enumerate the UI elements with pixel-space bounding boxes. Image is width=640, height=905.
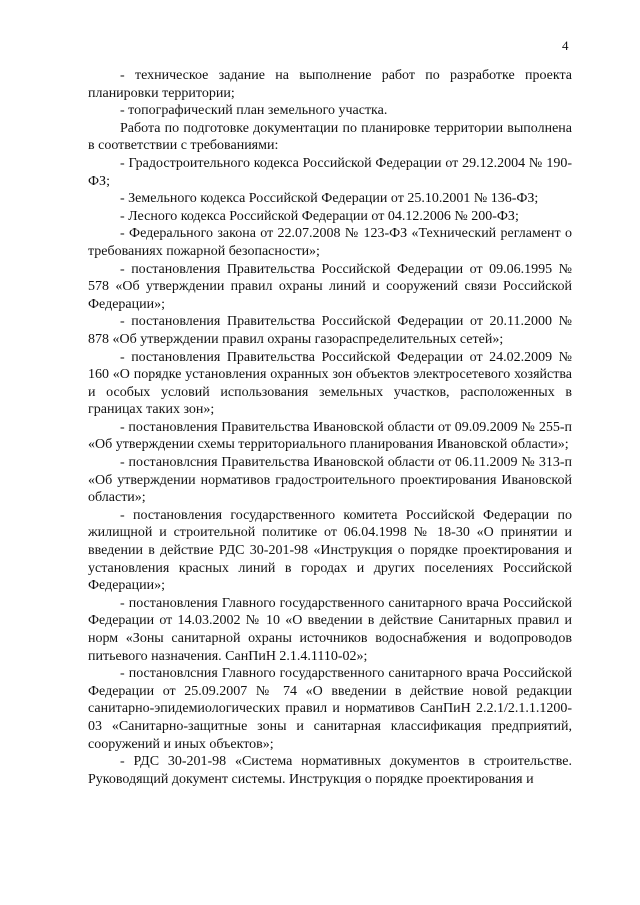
list-item: - РДС 30-201-98 «Система нормативных документов в строительстве. Руководящий документ системы. Инструкция о порядке проектирования и — [88, 754, 572, 787]
list-item: - постановления государственного комитета Российской Федерации по жилищной и строительной политике от 06.04.1998 № 18-30 «О принятии и введении в действие РДС 30-201-98 «Инструкция о порядке проектирования и установления красных линий в городах и других поселениях Российской Федерации»; — [88, 507, 572, 594]
list-item: - Федерального закона от 22.07.2008 № 123-ФЗ «Технический регламент о требованиях пожарной безопасности»; — [88, 226, 572, 259]
list-item: - постановления Правительства Российской Федерации от 24.02.2009 № 160 «О порядке установления охранных зон объектов электросетевого хозяйства и особых условий использования земельных участков, расположенных в границах таких зон»; — [88, 349, 572, 418]
list-item: - постановлсния Правительства Ивановской области от 06.11.2009 № 313-п «Об утверждении нормативов градостроительного проектирования Ивановской области»; — [88, 455, 572, 506]
list-item: - постановления Главного государственного санитарного врача Российской Федерации от 14.03.2002 № 10 «О введении в действие Санитарных правил и норм «Зоны санитарной охраны источников водоснабжения и водопроводов питьевого назначения. СанПиН 2.1.4.1110-02»; — [88, 595, 572, 664]
paragraph: Работа по подготовке документации по планировке территории выполнена в соответствии с требованиями: — [88, 120, 572, 154]
list-item: - постановления Правительства Российской Федерации от 20.11.2000 № 878 «Об утверждении правил охраны газораспределительных сетей»; — [88, 314, 572, 347]
list-item: - постановлсния Главного государственного санитарного врача Российской Федерации от 25.09.2007 № 74 «О введении в действие новой редакции санитарно-эпидемиологических правил и нормативов СанПиН 2.2.1/2.1.1.1200-03 «Санитарно-защитные зоны и санитарная классификация предприятий, сооружений и иных объектов»; — [88, 666, 572, 752]
document-body — [88, 67, 572, 788]
list-item: - Лесного кодекса Российской Федерации от 04.12.2006 № 200-ФЗ; — [120, 208, 519, 224]
list-item: - постановления Правительства Ивановской области от 09.09.2009 № 255-п «Об утверждении схемы территориального планирования Ивановской области»; — [88, 419, 572, 453]
list-item: - постановления Правительства Российской Федерации от 09.06.1995 № 578 «Об утверждении правил охраны линий и сооружений связи Российской Федерации»; — [88, 261, 572, 312]
paragraph: - топографический план земельного участка. — [120, 103, 388, 119]
list-item: - Градостроительного кодекса Российской Федерации от 29.12.2004 № 190-ФЗ; — [88, 155, 572, 189]
paragraph: - техническое задание на выполнение работ по разработке проекта планировки территории; — [88, 68, 572, 101]
page-number: 4 — [562, 38, 569, 53]
list-item: - Земельного кодекса Российской Федерации от 25.10.2001 № 136-ФЗ; — [120, 191, 539, 207]
